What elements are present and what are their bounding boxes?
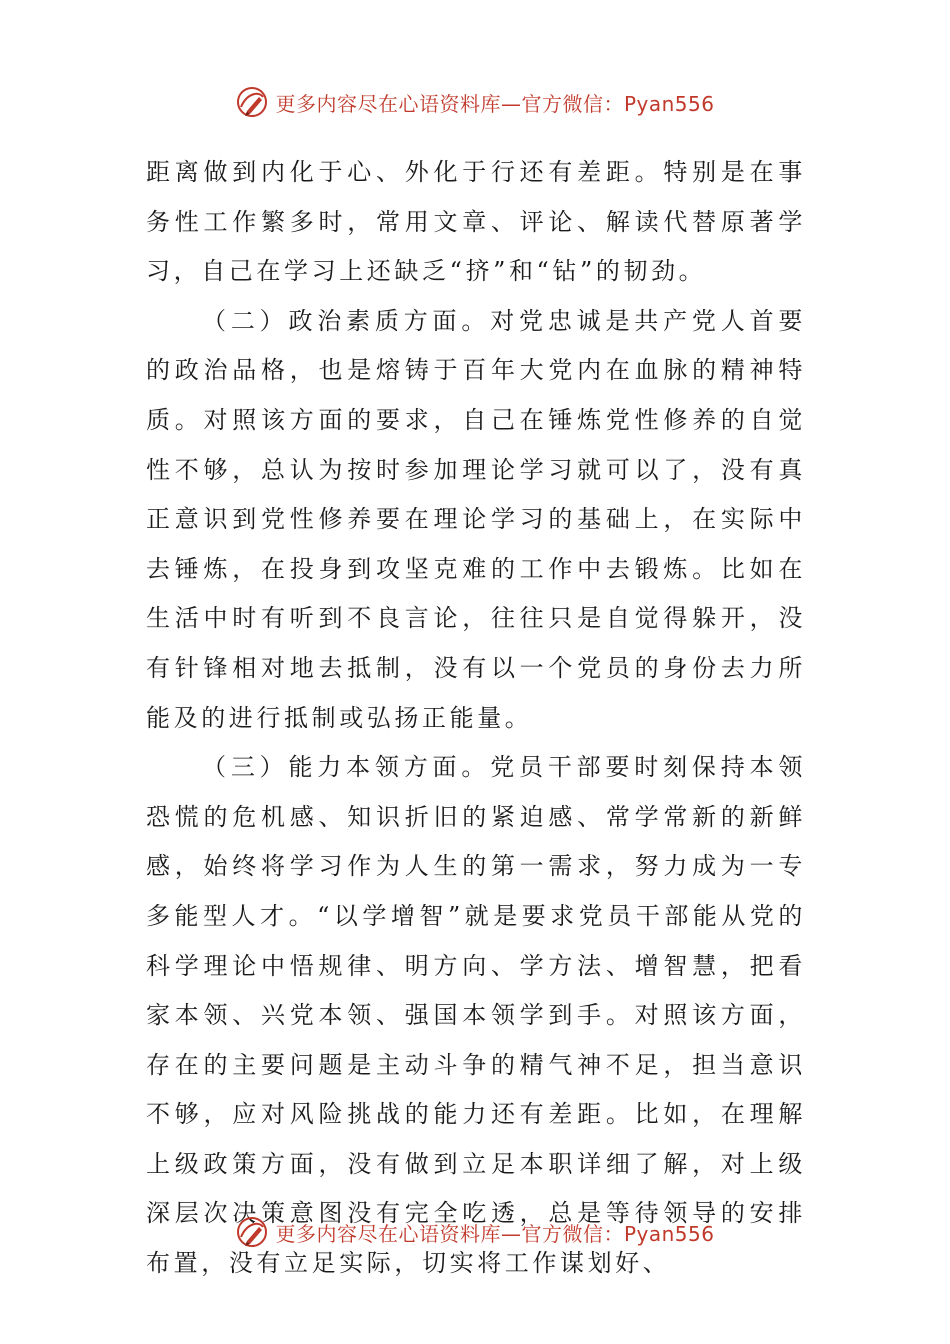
paragraph-continuation: 距离做到内化于心、外化于行还有差距。特别是在事务性工作繁多时，常用文章、评论、解读代替原著学习，自己在学习上还缺乏“挤”和“钻”的韧劲。 — [146, 158, 806, 286]
document-body — [146, 148, 806, 1289]
footer-watermark — [0, 1212, 950, 1252]
watermark-text: 更多内容尽在心语资料库—官方微信：Pyan556 — [275, 91, 715, 116]
watermark-text: 更多内容尽在心语资料库—官方微信：Pyan556 — [275, 1221, 715, 1246]
paragraph-ability: （三）能力本领方面。党员干部要时刻保持本领恐慌的危机感、知识折旧的紧迫感、常学常新的新鲜感，始终将学习作为人生的第一需求，努力成为一专多能型人才。“以学增智”就是要求党员干部能从党的科学理论中悟规律、明方向、学方法、增智慧，把看家本领、兴党本领、强国本领学到手。对照该方面，存在的主要问题是主动斗争的精气神不足，担当意识不够，应对风险挑战的能力还有差距。比如，在理解上级政策方面，没有做到立足本职详细了解，对上级深层次决策意图没有完全吃透，总是等待领导的安排布置，没有立足实际，切实将工作谋划好、 — [146, 753, 806, 1278]
pen-swirl-logo-icon — [235, 1215, 269, 1249]
paragraph-political-quality: （二）政治素质方面。对党忠诚是共产党人首要的政治品格，也是熔铸于百年大党内在血脉的精神特质。对照该方面的要求，自己在锤炼党性修养的自觉性不够，总认为按时参加理论学习就可以了，没有真正意识到党性修养要在理论学习的基础上，在实际中去锤炼，在投身到攻坚克难的工作中去锻炼。比如在生活中时有听到不良言论，往往只是自觉得躲开，没有针锋相对地去抵制，没有以一个党员的身份去力所能及的进行抵制或弘扬正能量。 — [146, 306, 806, 732]
pen-swirl-logo-icon — [235, 85, 269, 119]
header-watermark — [0, 82, 950, 122]
